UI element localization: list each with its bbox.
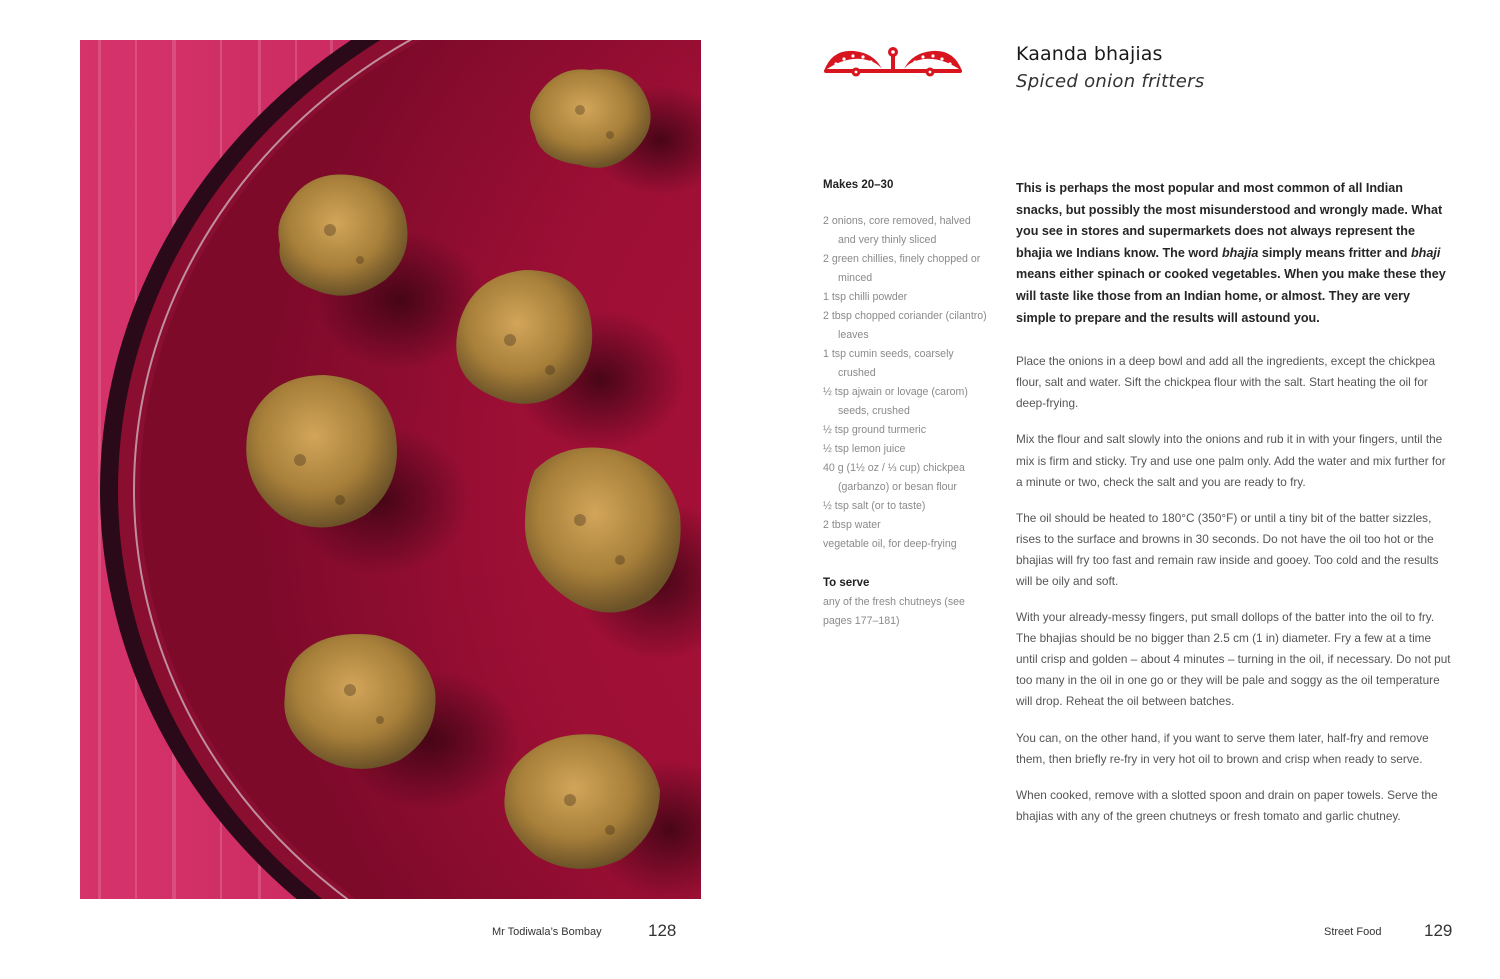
ingredients-column xyxy=(823,179,988,631)
ingredient-item: 2 onions, core removed, halved and very thinly sliced xyxy=(823,215,971,246)
method-step: With your already-messy fingers, put small dollops of the batter into the oil to fry. The bhajias should be no bigger than 2.5 cm (1 in) diameter. Fry a few at a time until crisp and golden – about 4 minutes – turning in the oil, if necessary. Do not put too many in the oil in one go or they will be pale and soggy as the oil temperature will drop. Reheat the oil between batches. xyxy=(1016,610,1451,709)
food-photo xyxy=(80,40,701,899)
recipe-subtitle: Spiced onion fritters xyxy=(1016,71,1205,92)
method-step: The oil should be heated to 180°C (350°F) or until a tiny bit of the batter sizzles, rises to the surface and browns in 30 seconds. Do not have the oil too hot or the bhajias will fry too fast and remain raw inside and gooey. Too cold and the results will be oily and soft. xyxy=(1016,510,1439,588)
intro-text: This is perhaps the most popular and most common of all Indian snacks, but possibly the most misunderstood and wrongly made. What you see in stores and supermarkets does not always represent the bhajia we Indians know. The word xyxy=(1016,181,1443,260)
ingredient-item: 2 tbsp chopped coriander (cilantro) leaves xyxy=(823,310,987,341)
method-step: When cooked, remove with a slotted spoon and drain on paper towels. Serve the bhajias with any of the green chutneys or fresh tomato and garlic chutney. xyxy=(1016,787,1438,823)
bhajias-photo-illustration xyxy=(80,40,701,899)
intro-emphasis: bhajia xyxy=(1221,245,1259,260)
ingredient-item: 1 tsp cumin seeds, coarsely crushed xyxy=(823,348,954,379)
intro-emphasis: bhaji xyxy=(1410,245,1441,260)
right-running-head: Street Food xyxy=(1324,926,1382,938)
ingredient-item: ½ tsp ajwain or lovage (carom) seeds, crushed xyxy=(823,386,968,417)
method-step: Place the onions in a deep bowl and add all the ingredients, except the chickpea flour, salt and water. Sift the chickpea flour with the salt. Start heating the oil for deep-frying. xyxy=(1016,354,1436,411)
intro-text: simply means fritter and xyxy=(1258,245,1411,260)
left-running-head: Mr Todiwala’s Bombay xyxy=(492,926,602,938)
method-column xyxy=(1016,178,1452,842)
ingredient-item: 1 tsp chilli powder xyxy=(823,291,908,303)
method-step: Mix the flour and salt slowly into the onions and rub it in with your fingers, until the mix is firm and sticky. Try and use one palm only. Add the water and mix further for a minute or two, check the salt and you are ready to fry. xyxy=(1016,432,1446,489)
to-serve-heading: To serve xyxy=(823,577,870,589)
right-page-number: 129 xyxy=(1424,921,1453,940)
left-page-number: 128 xyxy=(648,921,677,940)
ingredient-item: 2 tbsp water xyxy=(823,519,881,531)
ingredient-item: ½ tsp salt (or to taste) xyxy=(823,500,926,512)
to-serve-text: any of the fresh chutneys (see pages 177–181) xyxy=(823,596,965,627)
ingredient-item: 2 green chillies, finely chopped or minced xyxy=(823,253,981,284)
ingredient-item: vegetable oil, for deep-frying xyxy=(823,538,957,550)
recipe-title: Kaanda bhajias xyxy=(1016,43,1163,65)
ingredient-item: 40 g (1½ oz / ⅓ cup) chickpea (garbanzo) or besan flour xyxy=(823,462,965,493)
ingredient-item: ½ tsp ground turmeric xyxy=(823,424,927,436)
method-step: You can, on the other hand, if you want to serve them later, half-fry and remove them, then briefly re-fry in very hot oil to brown and crisp when ready to serve. xyxy=(1016,730,1429,766)
intro-paragraph xyxy=(1016,178,1452,329)
yield: Makes 20–30 xyxy=(823,179,894,191)
ingredient-item: ½ tsp lemon juice xyxy=(823,443,906,455)
intro-text: means either spinach or cooked vegetables. When you make these they will taste like those from an Indian home, or almost. They are very simple to prepare and the results will astound you. xyxy=(1016,267,1446,325)
ingredient-list xyxy=(823,212,988,554)
paisley-ornament-icon xyxy=(818,42,968,78)
fritter xyxy=(246,375,397,528)
fritter xyxy=(284,634,435,769)
